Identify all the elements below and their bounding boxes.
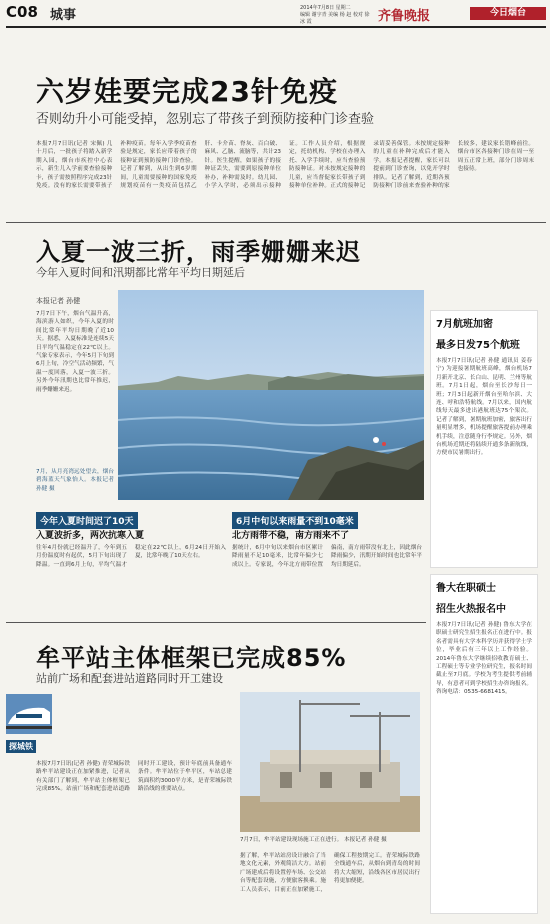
story1-headline: 六岁娃要完成23针免疫 (36, 75, 338, 108)
section-name: 城事 (50, 8, 77, 23)
story3-headline: 牟平站主体框架已完成85% (36, 644, 347, 672)
header-rule (6, 26, 546, 28)
train-icon (6, 694, 52, 734)
tag-label: 探城铁 (6, 740, 36, 753)
story3-body2: 据了解，牟平站站房设计融合了当地文化元素，外观简洁大方。站前广场建成后将设置停车场、公交站台等配套设施，方便旅客换乘。施工人员表示，目前正在加紧施工，确保工程按期完工。青荣城际铁路全线通车后，从烟台到青岛的时间将大大缩短，沿线各区市居民出行将更加便捷。 (240, 853, 420, 893)
paper-logo: 齐鲁晚报 (378, 9, 431, 24)
page-title-bar: 今日烟台 (470, 7, 546, 20)
box2-title: 6月中旬以来雨量不到10毫米 (232, 512, 358, 529)
box1-body: 往年4月份就已经温升了，今年到五月份温度时有起伏，5月下旬出现了降温。一直到6月上旬，平均气温才稳定在22℃以上，6月24日开始入夏，比常年晚了10天左右。 (36, 545, 226, 568)
sidebar-flights (430, 310, 538, 568)
page-code: C08 (6, 3, 38, 21)
divider (6, 222, 546, 223)
photo-caption: 7月，从月亮湾远处望去，烟台碧海蓝天气象怡人。本报记者 孙健 摄 (36, 469, 114, 492)
sidebar-ldu (430, 574, 538, 914)
issue-meta (300, 5, 370, 26)
sidebar1-title: 7月航班加密 (436, 319, 493, 330)
sidebar1-headline: 最多日发75个航班 (436, 340, 520, 351)
construction-photo (240, 692, 420, 832)
editor-line: 编辑 谢宇青 美编 杨 赵 校对 徐冰 霞 (300, 12, 370, 25)
story3-subhead: 站前广场和配套进站道路同时开工建设 (36, 672, 223, 685)
story3-body: 本报7月7日讯(记者 孙健) 青荣城际铁路牟平站建设正在加紧推进，记者从有关部门了解到，牟平站主体框架已完成85%。站前广场和配套进站道路同时开工建设，预计年底前具备通车条件。牟平站位于牟平区，车站总建筑面积约3000平方米，是青荣城际铁路沿线的重要站点。 (36, 761, 232, 793)
seaside-photo (118, 290, 424, 500)
box2-subtitle: 北方雨带不稳，南方雨来不了 (232, 531, 350, 541)
box2-body: 据统计，6月中旬以来烟台市区累计降雨量不足10毫米，比常年偏少七成以上。专家说，今年北方雨带位置偏南，南方雨带没有北上，因此烟台降雨偏少，汛期开始时间也比常年平均日期延后。 (232, 545, 422, 568)
sidebar2-title: 鲁大在职硕士 (436, 583, 496, 594)
box1-title: 今年入夏时间迟了10天 (36, 512, 138, 529)
seaside-photo-art (118, 290, 424, 500)
issue-date: 2014年7月8日 星期二 (300, 5, 351, 11)
story2-headline: 入夏一波三折，雨季姗姗来迟 (36, 238, 361, 266)
sidebar2-headline: 招生火热报名中 (436, 604, 506, 615)
story2-body: 7月7日下午，烟台气温升高，海滨游人如织，今年入夏的时间比常年平均日期晚了近10天。据悉，入夏标准是连续5天日平均气温稳定在22℃以上。气象专家表示，今年5月下旬到6月上旬，冷空气活动频繁，气温一度回落，入夏一波三折。另外今年汛期也比常年推迟，雨季姗姗来迟。 (36, 311, 114, 393)
box1-subtitle: 入夏波折多，两次抗寒入夏 (36, 531, 145, 541)
train-icon-art (6, 694, 52, 734)
divider (6, 622, 426, 623)
story2-subhead: 今年入夏时间和汛期都比常年平均日期延后 (36, 266, 245, 279)
construction-photo-art (240, 692, 420, 832)
story2-byline: 本报记者 孙健 (36, 297, 81, 305)
sidebar1-body: 本报7月7日讯(记者 孙健 通讯员 姜春宁) 为迎接暑期航班高峰，烟台机场7月新开北京、长白山、昆明、兰州等航班。7月1日起，烟台至长沙每日一班；7月3日起新开烟台至哈尔滨、大连、呼和浩特航线。7月以来，国内航线每天最多进出港航班达75个架次。记者了解到，暑期航班加密，旅客出行量明显增多，机场提醒旅客提前办理乘机手续，注意随身行李规定。另外，烟台机场近期还将陆续开通多条新航线，方便市民暑期出行。 (436, 358, 532, 457)
construction-caption: 7月7日，牟平站建设现场施工正在进行。 本报记者 孙健 摄 (240, 837, 387, 843)
story1-subhead: 否则幼升小可能受掉，忽别忘了带孩子到预防接种门诊查验 (36, 112, 375, 127)
sidebar2-body: 本报7月7日讯(记者 孙健) 鲁东大学在职硕士研究生招生报名正在进行中。报名者需具有大学本科学历并获得学士学位，毕业后有三年以上工作经验。2014年鲁东大学继续招收教育硕士、工程硕士等专业学位研究生，报名时间截止至7月底。学校为考生提供考前辅导，有意者可到学校招生办咨询报名。咨询电话：0535-6681415。 (436, 622, 532, 696)
story1-body: 本报7月7日讯(记者 宋佩) 几十月后，一批孩子将踏入新学期入园，烟台市疾控中心表示，新生儿入学前要查验接种卡，孩子需按照程序完成23针免疫。没有的家长需要带孩子补种疫苗。每年入学季疫苗查验是规定，家长应带着孩子的接种证到预防接种门诊查验。记者了解到，从出生到6岁期间，儿童需要接种的国家免疫规划疫苗有一类疫苗包括乙肝、卡介苗、脊灰、百白破、麻风、乙脑、流脑等，共计23针。医生提醒，如果孩子的接种证丢失，需要到原接种单位补办，补种需及时。幼儿园、小学入学时，必须出示接种证。工作人员介绍，根据规定，托幼机构、学校在办理入托、入学手续时，应当查验预防接种证。对未按规定接种的儿童，应当督促家长带孩子到接种单位补种。正式的接种记录请妥善保管。未按规定接种的儿童在补种完成后才能入学。本报记者提醒，家长可以提前到门诊查询，以免开学时排队。记者了解到，近期各预防接种门诊前来查验补种的家长较多，建议家长错峰前往。烟台市区各接种门诊在周一至周五正常上班，部分门诊周末也接待。 (36, 141, 534, 190)
